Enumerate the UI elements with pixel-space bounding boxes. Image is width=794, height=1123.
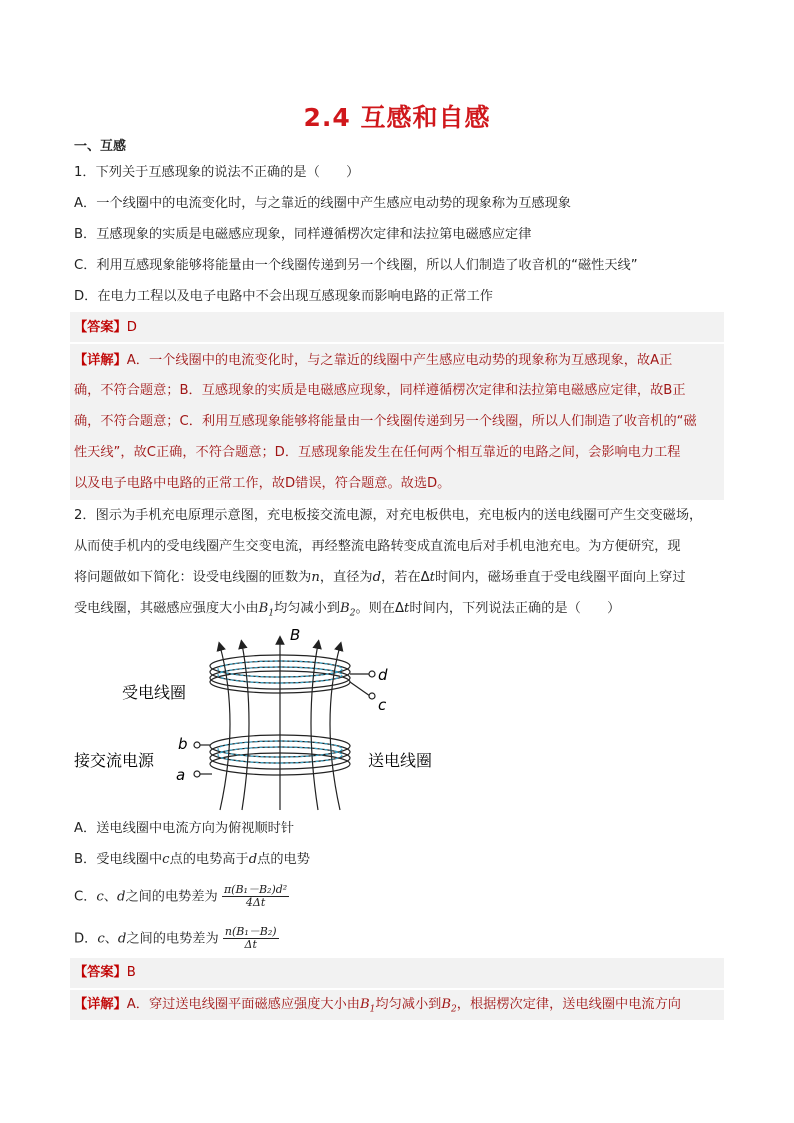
stem-text: ，若在Δ: [381, 570, 430, 585]
option-text: 、: [104, 931, 118, 947]
q1-option-d: D．在电力工程以及电子电路中不会出现互感现象而影响电路的正常工作: [74, 289, 493, 304]
option-text: D．: [74, 931, 98, 947]
page-title: 2.4 互感和自感: [303, 103, 491, 132]
q2-detail-line-1: [74, 996, 681, 1019]
stem-text: 受电线圈，其磁感应强度大小由: [74, 601, 259, 616]
answer-value: D: [126, 320, 137, 335]
q1-answer: [74, 319, 137, 337]
detail-tag: 【详解】: [74, 997, 127, 1012]
terminal-a: [194, 771, 200, 777]
subscript-1: 1: [369, 1004, 376, 1015]
label-b: b: [178, 735, 188, 753]
q2-option-c: [74, 884, 289, 909]
q1-option-b: B．互感现象的实质是电磁感应现象，同样遵循楞次定律和法拉第电磁感应定律: [74, 227, 532, 242]
q2-answer-band: [70, 958, 724, 988]
q1-option-a: A．一个线圈中的电流变化时，与之靠近的线圈中产生感应电动势的现象称为互感现象: [74, 196, 571, 211]
symbol-B: B: [441, 997, 452, 1012]
subscript-1: 1: [268, 608, 275, 619]
symbol-B: B: [258, 601, 269, 616]
label-c: c: [378, 696, 387, 714]
subscript-2: 2: [349, 608, 356, 619]
q1-detail-line-5: 以及电子电路中电路的正常工作，故D错误，符合题意。故选D。: [74, 476, 451, 491]
symbol-d: d: [372, 570, 382, 585]
fraction-denominator: Δt: [244, 938, 257, 951]
label-ac-source: 接交流电源: [74, 751, 155, 770]
send-coil: [200, 735, 350, 775]
subscript-2: 2: [451, 1004, 457, 1015]
option-text: 、: [103, 889, 117, 905]
symbol-d: d: [116, 889, 126, 905]
stem-text: ，直径为: [319, 570, 373, 585]
label-B: B: [290, 626, 301, 644]
answer-tag: 【答案】: [74, 320, 127, 335]
fraction-numerator: π(B₁－B₂)d²: [223, 883, 288, 896]
stem-text: 时间内，下列说法正确的是（ ）: [409, 601, 621, 616]
q1-answer-band: [70, 312, 724, 342]
q2-answer: [74, 964, 136, 982]
q2-stem-line-3: [74, 569, 686, 587]
detail-text: 均匀减小到: [375, 997, 442, 1012]
symbol-B: B: [340, 601, 350, 616]
q1-detail-line-1: [74, 352, 672, 370]
fraction-c: [222, 884, 289, 909]
symbol-B: B: [359, 997, 370, 1012]
symbol-d: d: [117, 931, 127, 947]
option-text: 之间的电势差为: [125, 889, 218, 905]
q2-option-a: A．送电线圈中电流方向为俯视顺时针: [74, 821, 295, 836]
q2-stem-line-2: 从而使手机内的受电线圈产生交变电流，再经整流电路转变成直流电后对手机电池充电。为方便研究，现: [74, 539, 681, 554]
terminal-d: [369, 671, 375, 677]
section-heading: 一、互感: [74, 139, 127, 154]
label-receive-coil: 受电线圈: [122, 683, 187, 702]
q1-option-c: C．利用互感现象能够将能量由一个线圈传递到另一个线圈，所以人们制造了收音机的“磁性天线”: [74, 258, 638, 273]
option-text: B．受电线圈中: [74, 852, 163, 867]
field-lines: [220, 640, 340, 810]
fraction-denominator: 4Δt: [245, 896, 266, 909]
q1-stem: 1．下列关于互感现象的说法不正确的是（ ）: [74, 165, 360, 180]
symbol-c: c: [96, 889, 104, 905]
option-text: 点的电势: [257, 852, 310, 867]
detail-text: ，根据楞次定律，送电线圈中电流方向: [456, 997, 681, 1012]
stem-text: 将问题做如下简化：设受电线圈的匝数为: [74, 570, 312, 585]
charging-diagram: [70, 624, 460, 814]
label-send-coil: 送电线圈: [368, 751, 433, 770]
label-a: a: [176, 766, 186, 784]
answer-value: B: [126, 965, 136, 980]
stem-text: 时间内，磁场垂直于受电线圈平面向上穿过: [434, 570, 686, 585]
receive-coil: [210, 655, 370, 696]
terminal-b: [194, 742, 200, 748]
fraction-numerator: n(B₁－B₂): [224, 925, 277, 938]
q2-option-d: [74, 926, 279, 951]
symbol-n: n: [311, 570, 320, 585]
label-d: d: [378, 666, 388, 684]
symbol-d: d: [248, 852, 258, 867]
symbol-t: t: [429, 570, 435, 585]
q1-detail-line-3: 确，不符合题意；C．利用互感现象能够将能量由一个线圈传递到另一个线圈，所以人们制造了收音机的“磁: [74, 414, 697, 429]
option-text: 点的电势高于: [169, 852, 249, 867]
symbol-c: c: [97, 931, 105, 947]
terminal-c: [369, 693, 375, 699]
q2-stem-line-1: 2．图示为手机充电原理示意图，充电板接交流电源，对充电板供电，充电板内的送电线圈可产生交变磁场，: [74, 508, 703, 523]
detail-text: A．一个线圈中的电流变化时，与之靠近的线圈中产生感应电动势的现象称为互感现象，故A正: [126, 353, 673, 368]
q2-option-b: [74, 851, 310, 869]
q1-detail-line-4: 性天线”，故C正确，不符合题意；D．互感现象能发生在任何两个相互靠近的电路之间，会影响电力工程: [74, 445, 681, 460]
q1-detail-line-2: 确，不符合题意；B．互感现象的实质是电磁感应现象，同样遵循楞次定律和法拉第电磁感应定律，故B正: [74, 383, 686, 398]
q2-stem-line-4: [74, 600, 620, 623]
symbol-c: c: [162, 852, 170, 867]
fraction-d: [223, 926, 279, 951]
stem-text: 均匀减小到: [274, 601, 340, 616]
detail-tag: 【详解】: [74, 353, 127, 368]
stem-text: 。则在Δ: [355, 601, 405, 616]
option-text: 之间的电势差为: [126, 931, 219, 947]
symbol-t: t: [404, 601, 410, 616]
detail-text: A．穿过送电线圈平面磁感应强度大小由: [126, 997, 360, 1012]
option-text: C．: [74, 889, 97, 905]
answer-tag: 【答案】: [74, 965, 127, 980]
